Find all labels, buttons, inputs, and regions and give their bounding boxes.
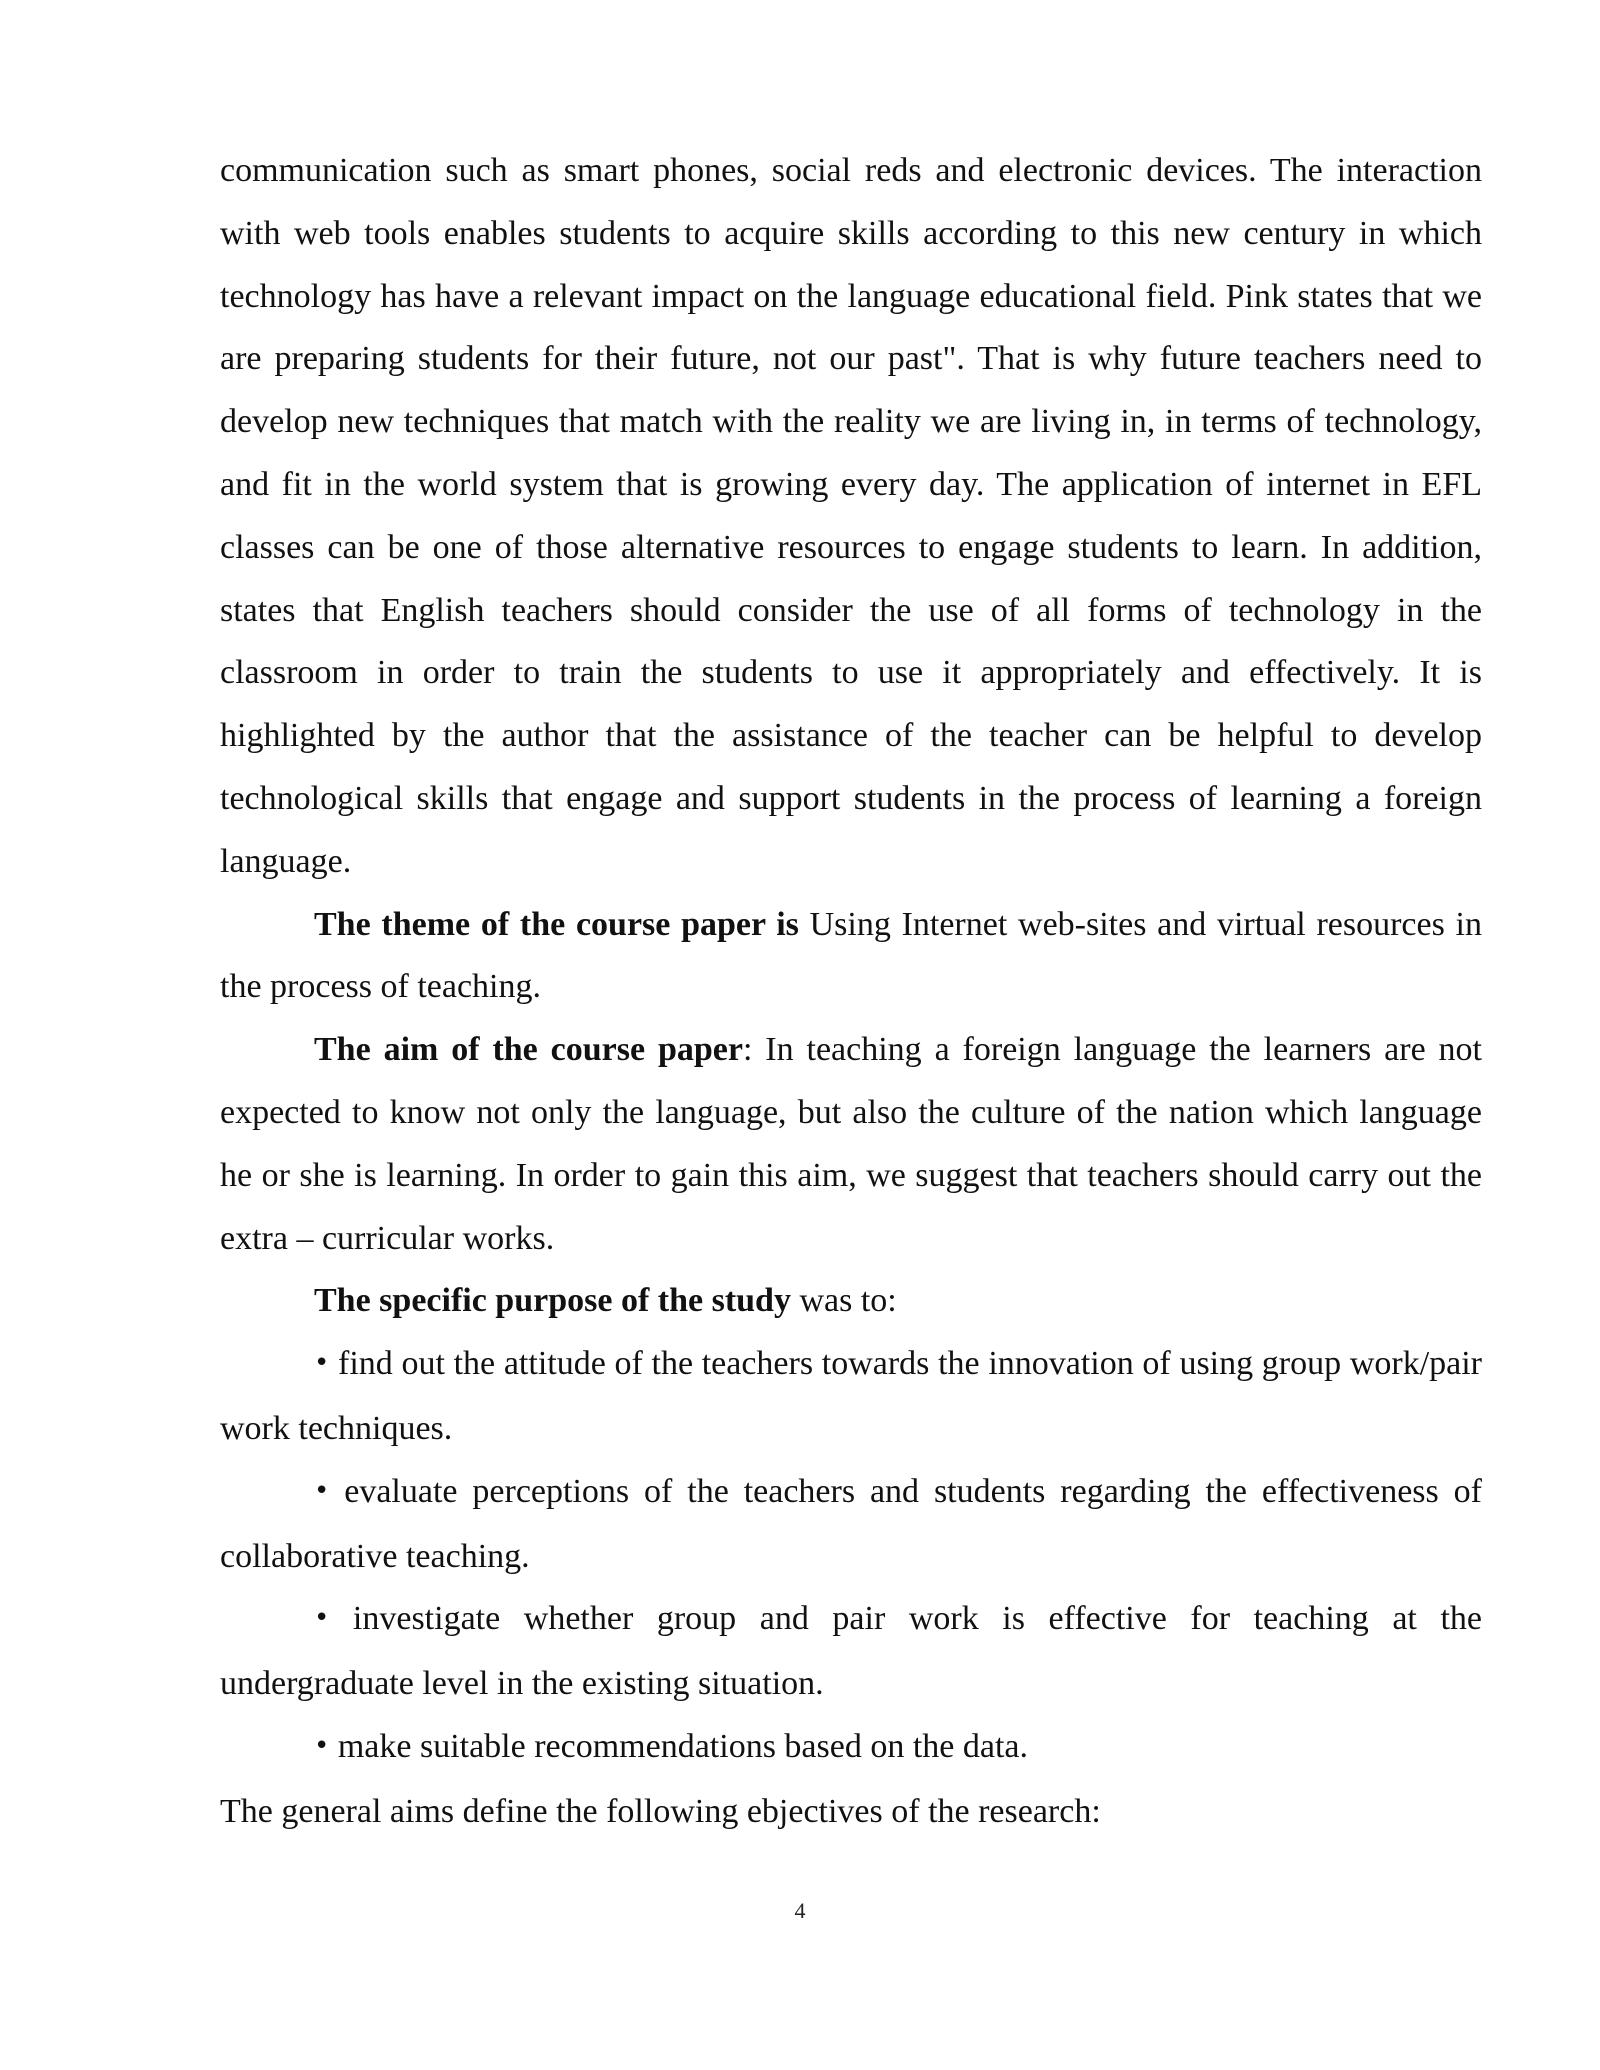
bullet-icon: •: [314, 1348, 330, 1379]
continued-paragraph: communication such as smart phones, social reds and electronic devices. The interaction with web tools enables students to acquire skills according to this new century in which technology has have a relevant impact on the language educational field. Pink states that we are preparing students for their future, not our past". That is why future teachers need to develop new techniques that match with the reality we are living in, in terms of technology, and fit in the world system that is growing every day. The application of internet in EFL classes can be one of those alternative resources to engage students to learn. In addition, states that English teachers should consider the use of all forms of technology in the classroom in order to train the students to use it appropriately and effectively. It is highlighted by the author that the assistance of the teacher can be helpful to develop technological skills that engage and support students in the process of learning a foreign language.: [220, 152, 1482, 880]
bullet-icon: •: [314, 1603, 330, 1634]
bullet-item: [220, 1588, 1482, 1716]
bullet-icon: •: [314, 1475, 330, 1506]
bullet-text: make suitable recommendations based on the data.: [329, 1727, 1029, 1765]
theme-text: Using Internet web-sites and virtual resources in the process of teaching.: [220, 905, 1482, 1006]
aim-text: : In teaching a foreign language the learners are not expected to know not only the language, but also the culture of the nation which language he or she is learning. In order to gain this aim, we suggest that teachers should carry out the extra – curricular works.: [220, 1031, 1482, 1257]
bullet-text: find out the attitude of the teachers towards the innovation of using group work/pair work techniques.: [220, 1345, 1482, 1447]
theme-label: The theme of the course paper is: [314, 905, 799, 943]
aim-paragraph: [220, 1019, 1482, 1270]
bullet-text: investigate whether group and pair work is effective for teaching at the undergraduate level in the existing situation.: [220, 1600, 1482, 1703]
aim-label: The aim of the course paper: [314, 1031, 743, 1069]
bullet-icon: •: [314, 1730, 330, 1761]
bullet-item: [220, 1461, 1482, 1589]
bullet-item: [220, 1716, 1482, 1781]
bullet-text: evaluate perceptions of the teachers and students regarding the effectiveness of collaborative teaching.: [220, 1472, 1482, 1575]
purpose-paragraph: [220, 1270, 1482, 1333]
page-body: [220, 140, 1482, 1844]
purpose-text: was to:: [790, 1282, 897, 1320]
theme-paragraph: [220, 894, 1482, 1020]
closing-line: The general aims define the following ebjectives of the research:: [220, 1792, 1101, 1830]
bullet-item: [220, 1333, 1482, 1461]
purpose-label: The specific purpose of the study: [314, 1282, 791, 1320]
page-number: 4: [794, 1898, 806, 1923]
